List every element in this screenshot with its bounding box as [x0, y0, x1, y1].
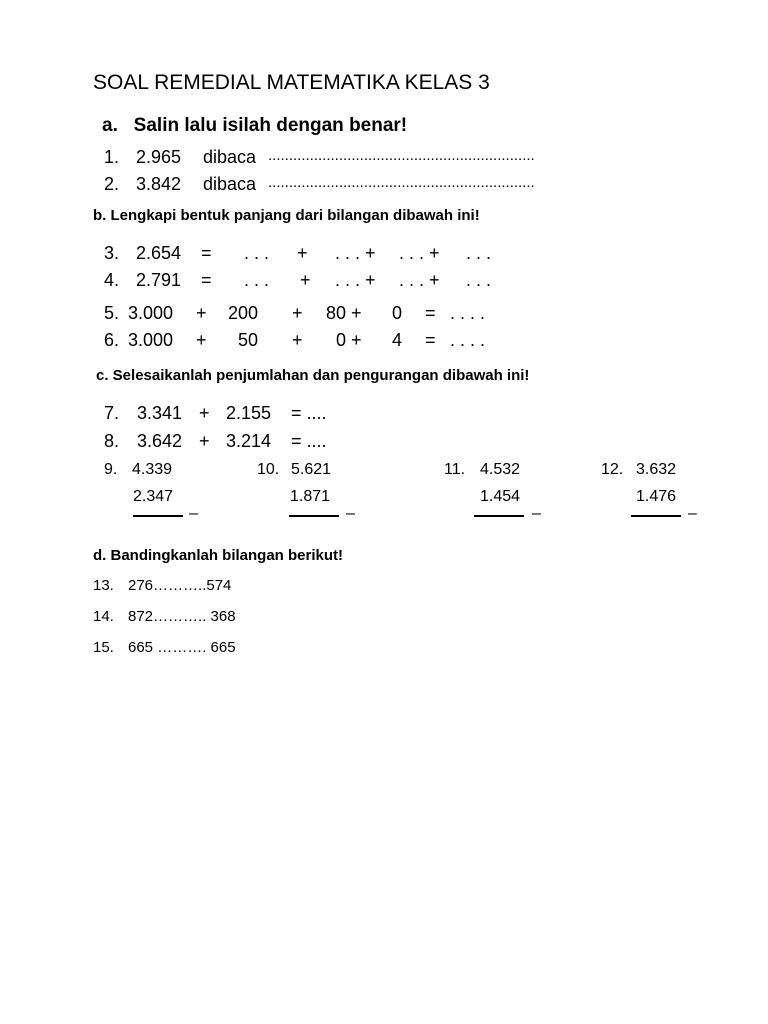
subtrahend: 2.347 [133, 488, 174, 505]
blank-term: . . . [466, 270, 492, 290]
addend: 3.000 [128, 303, 174, 323]
equals-sign: = [201, 243, 212, 263]
blank-term: . . . + [335, 243, 376, 263]
item-number: 6. [104, 330, 120, 350]
page-title: SOAL REMEDIAL MATEMATIKA KELAS 3 [93, 71, 490, 94]
item-number: 8. [104, 431, 120, 451]
addend: 4 [392, 330, 403, 350]
item-dots: ................................................................ [268, 174, 535, 191]
plus-sign: + [196, 303, 207, 323]
answer-blank: . . . . [450, 330, 486, 350]
minuend: 3.632 [636, 461, 677, 478]
blank-term: . . . + [335, 270, 376, 290]
item-value: 2.965 [136, 147, 182, 167]
item-number: 12. [601, 461, 624, 478]
answer-blank: = .... [291, 431, 327, 451]
plus-sign: + [292, 330, 303, 350]
item-number: 5. [104, 303, 120, 323]
item-value: 3.842 [136, 174, 182, 194]
minus-sign: – [688, 505, 697, 522]
answer-line [474, 515, 524, 517]
addend: 200 [228, 303, 259, 323]
answer-line [631, 515, 681, 517]
addend: 0 [392, 303, 403, 323]
item-number: 1. [104, 147, 120, 167]
addend: 3.341 [137, 403, 183, 423]
addend: 3.000 [128, 330, 174, 350]
section-c-heading: c. Selesaikanlah penjumlahan dan pengurangan dibawah ini! [96, 367, 530, 384]
addend: 3.642 [137, 431, 183, 451]
comparison-text: 276………..574 [128, 577, 232, 594]
answer-blank: = .... [291, 403, 327, 423]
minus-sign: – [346, 505, 355, 522]
section-a-heading: a. Salin lalu isilah dengan benar! [102, 115, 408, 136]
comparison-text: 872……….. 368 [128, 608, 236, 625]
plus-sign: + [199, 403, 210, 423]
minuend: 5.621 [291, 461, 332, 478]
subtrahend: 1.454 [480, 488, 521, 505]
section-b-heading: b. Lengkapi bentuk panjang dari bilangan dibawah ini! [93, 207, 480, 224]
minuend: 4.532 [480, 461, 521, 478]
item-number: 9. [104, 461, 118, 478]
blank-term: . . . + [399, 243, 440, 263]
plus-sign: + [297, 243, 308, 263]
item-value: 2.654 [136, 243, 182, 263]
item-number: 7. [104, 403, 120, 423]
item-number: 3. [104, 243, 120, 263]
answer-blank: . . . . [450, 303, 486, 323]
minus-sign: – [189, 505, 198, 522]
equals-sign: = [201, 270, 212, 290]
addend: 3.214 [226, 431, 272, 451]
addend: 2.155 [226, 403, 272, 423]
item-number: 13. [93, 577, 114, 594]
plus-sign: + [199, 431, 210, 451]
blank-term: . . . [244, 243, 270, 263]
addend: 0 + [336, 330, 362, 350]
item-number: 14. [93, 608, 114, 625]
blank-term: . . . [244, 270, 270, 290]
equals-sign: = [425, 330, 436, 350]
item-number: 15. [93, 639, 114, 656]
addend: 50 [238, 330, 259, 350]
minuend: 4.339 [132, 461, 173, 478]
subtrahend: 1.476 [636, 488, 677, 505]
comparison-text: 665 ………. 665 [128, 639, 236, 656]
item-number: 11. [444, 461, 466, 478]
section-d-heading: d. Bandingkanlah bilangan berikut! [93, 547, 344, 564]
addend: 80 + [326, 303, 362, 323]
plus-sign: + [300, 270, 311, 290]
blank-term: . . . + [399, 270, 440, 290]
minus-sign: – [532, 505, 541, 522]
answer-line [133, 515, 183, 517]
plus-sign: + [196, 330, 207, 350]
item-word: dibaca [203, 174, 257, 194]
item-dots: ................................................................ [268, 147, 535, 164]
plus-sign: + [292, 303, 303, 323]
blank-term: . . . [466, 243, 492, 263]
equals-sign: = [425, 303, 436, 323]
item-number: 4. [104, 270, 120, 290]
item-word: dibaca [203, 147, 257, 167]
subtrahend: 1.871 [290, 488, 331, 505]
item-number: 10. [257, 461, 280, 478]
item-number: 2. [104, 174, 120, 194]
answer-line [289, 515, 339, 517]
item-value: 2.791 [136, 270, 182, 290]
